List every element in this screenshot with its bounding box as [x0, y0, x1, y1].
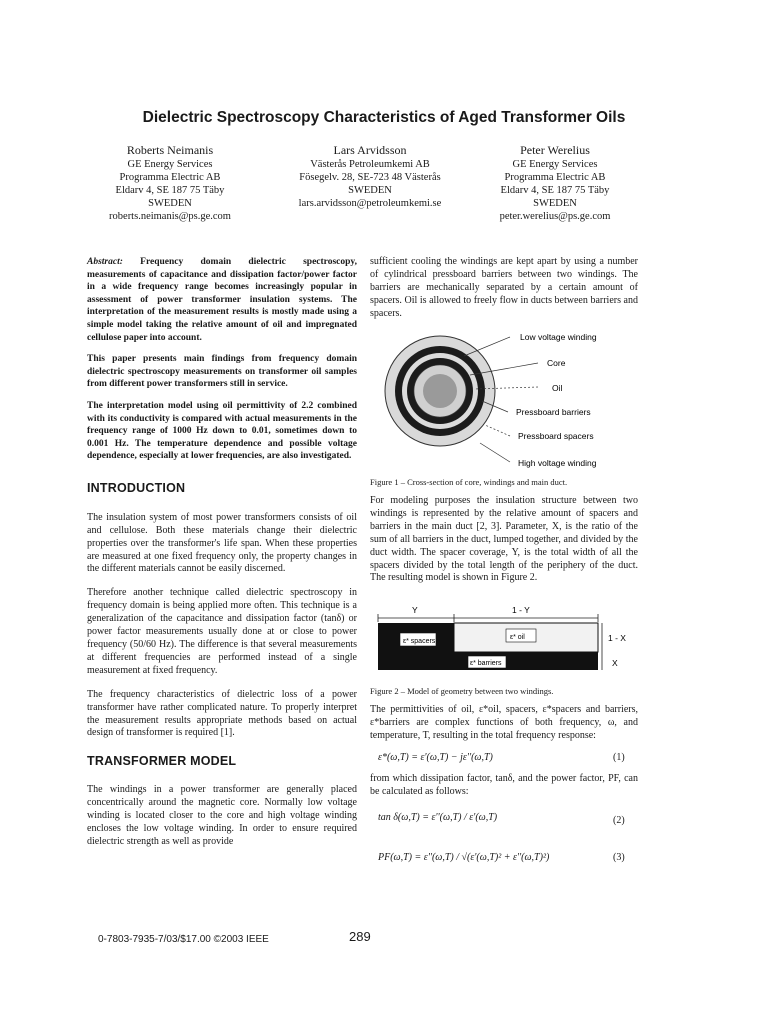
author-line: Programma Electric AB	[119, 172, 221, 183]
author-line: GE Energy Services	[127, 159, 213, 170]
abstract-label: Abstract:	[87, 257, 123, 267]
figure-1-label: Low voltage winding	[520, 332, 597, 342]
author-block-2	[265, 143, 475, 210]
figure-1-label: Pressboard barriers	[516, 407, 591, 417]
author-block-1	[70, 143, 270, 223]
figure-1-label: Pressboard spacers	[518, 431, 594, 441]
author-name: Lars Arvidsson	[333, 143, 407, 157]
body-paragraph: The permittivities of oil, ε*oil, spacers, ε*spacers and barriers, ε*barriers are complex functions of both frequency, ω, and temperature, T, resulting in the total frequency response:	[370, 704, 638, 741]
right-column-middle	[370, 495, 638, 585]
core-circle	[423, 374, 457, 408]
figure-1-label: Core	[547, 358, 566, 368]
author-line: SWEDEN	[148, 198, 192, 209]
author-line: GE Energy Services	[512, 159, 598, 170]
author-name: Roberts Neimanis	[126, 143, 214, 157]
author-line: SWEDEN	[348, 185, 392, 196]
figure-2-geometry-model	[372, 605, 638, 680]
body-paragraph: The insulation system of most power transformers consists of oil and cellulose. Both these materials change their dielectric properties over the transformer's life span. When these properties are measured at one fixed frequency only, the property changes in the different materials cannot be easily discerned.	[87, 511, 357, 575]
author-line: Västerås Petroleumkemi AB	[310, 159, 430, 170]
section-heading-introduction: INTRODUCTION	[87, 480, 186, 495]
body-paragraph: The frequency characteristics of dielectric loss of a power transformer have rather complicated nature. To properly interpret the measurement results appropriate methods based on actual design of transformer is required [1].	[87, 688, 357, 739]
author-line: Fösegelv. 28, SE-723 48 Västerås	[299, 172, 441, 183]
spacer-block	[378, 623, 454, 670]
figure-2-label-barriers: ε* barriers	[470, 660, 502, 667]
author-line: Programma Electric AB	[504, 172, 606, 183]
figure-1-label: High voltage winding	[518, 458, 597, 468]
author-email: roberts.neimanis@ps.ge.com	[109, 211, 231, 222]
body-paragraph: sufficient cooling the windings are kept apart by using a number of cylindrical pressboard barriers between two windings. The barriers are mechanically separated by a certain amount of spacers. Oil is allowed to freely flow in ducts between barriers and spacers.	[370, 256, 638, 319]
paper-title: Dielectric Spectroscopy Characteristics of Aged Transformer Oils	[142, 109, 626, 126]
leader-line	[480, 443, 510, 462]
figure-2-label-one-minus-y: 1 - Y	[512, 605, 530, 615]
figure-1-label: Oil	[552, 383, 563, 393]
right-column-top	[370, 256, 638, 321]
author-line: SWEDEN	[533, 198, 577, 209]
figure-2-label-oil: ε* oil	[510, 634, 525, 641]
figure-2-label-x: X	[612, 658, 618, 668]
figure-1-cross-section	[370, 325, 638, 475]
body-paragraph: Therefore another technique called dielectric spectroscopy in frequency domain is being applied more often. This technique is a generalization of the capacitance and dissipation factor (tanδ) or power factor measurements usually done at or close to power frequency (50/60 Hz). The difference is that several measurements at different frequencies are performed instead of a single measurement at fixed frequency.	[87, 587, 357, 676]
equation-1-number: (1)	[613, 752, 625, 763]
figure-1-caption: Figure 1 – Cross-section of core, windings and main duct.	[370, 477, 568, 487]
right-column-eq-text	[370, 773, 638, 799]
leader-line	[485, 425, 510, 436]
abstract-paragraph: This paper presents main findings from frequency domain dielectric spectroscopy measurements on transformer oil samples from different power transformers still in service.	[87, 354, 357, 390]
equation-1: ε*(ω,T) = ε'(ω,T) − jε''(ω,T)	[378, 752, 493, 763]
page-number: 289	[349, 929, 371, 944]
equation-3: PF(ω,T) = ε''(ω,T) / √(ε'(ω,T)² + ε''(ω,T)²)	[378, 852, 550, 863]
section-heading-transformer-model: TRANSFORMER MODEL	[87, 754, 237, 769]
figure-2-label-one-minus-x: 1 - X	[608, 633, 626, 643]
equation-2-number: (2)	[613, 815, 625, 826]
right-column-lower	[370, 704, 638, 743]
body-paragraph: from which dissipation factor, tanδ, and the power factor, PF, can be calculated as follows:	[370, 773, 638, 797]
figure-2-caption: Figure 2 – Model of geometry between two windings.	[370, 686, 554, 696]
abstract-paragraph: The interpretation model using oil permittivity of 2.2 combined with its conductivity is compared with actual measurements in the frequency range of 1000 Hz down to 0.01, sometimes down to 0.001 Hz. The temperature dependence and possible voltage dependence, especially at lower frequencies, are also investigated.	[87, 400, 357, 462]
body-paragraph: The windings in a power transformer are generally placed concentrically around the magnetic core. Normally low voltage winding is located closer to the core and high voltage winding encloses the low voltage winding. In order to ensure required dielectric strength as well as provide	[87, 784, 357, 847]
author-email: lars.arvidsson@petroleumkemi.se	[298, 198, 442, 209]
copyright-footer: 0-7803-7935-7/03/$17.00 ©2003 IEEE	[98, 934, 269, 945]
body-paragraph: For modeling purposes the insulation structure between two windings is represented by the relative amount of spacers and barriers in the main duct [2, 3]. Parameter, X, is the ratio of the sum of all barriers in the duct, lumped together, and divided by the duct width. The spacer coverage, Y, is the total width of all the spacers divided by the total length of the periphery of the duct. The resulting model is shown in Figure 2.	[370, 495, 638, 584]
equation-2: tan δ(ω,T) = ε''(ω,T) / ε'(ω,T)	[378, 812, 498, 823]
author-name: Peter Werelius	[520, 143, 590, 157]
equation-3-number: (3)	[613, 852, 625, 863]
abstract-paragraph: Abstract: Frequency domain dielectric spectroscopy, measurements of capacitance and dissipation factor/power factor in a wide frequency range becomes increasingly popular in assessment of power transformer insulation systems. The interpretation of the measurement results is mostly made using a simple model taking the relative amount of oil and impregnated cellulose paper into account.	[87, 257, 358, 343]
left-column	[87, 256, 357, 849]
author-line: Eldarv 4, SE 187 75 Täby	[500, 185, 610, 196]
author-block-3	[455, 143, 655, 223]
figure-2-label-y: Y	[412, 605, 418, 615]
figure-2-label-spacers: ε* spacers	[403, 638, 436, 645]
author-email: peter.werelius@ps.ge.com	[499, 211, 611, 222]
author-line: Eldarv 4, SE 187 75 Täby	[115, 185, 225, 196]
